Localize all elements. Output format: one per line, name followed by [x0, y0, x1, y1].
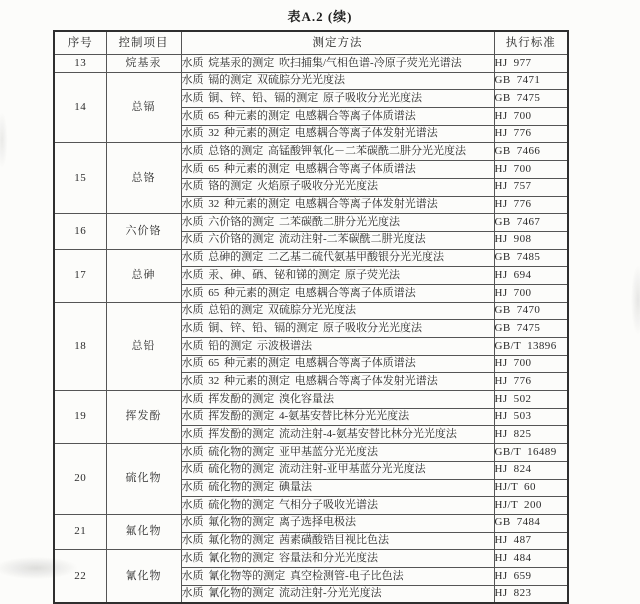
standard-cell: HJ 487 — [494, 532, 568, 550]
table-row — [54, 514, 568, 532]
standard-cell: GB 7470 — [494, 302, 568, 320]
standard-cell: HJ 825 — [494, 426, 568, 444]
measurement-methods-table — [53, 30, 569, 604]
method-cell: 水质 氰化物的测定 流动注射-分光光度法 — [181, 585, 494, 603]
header-standard: 执行标准 — [494, 31, 568, 55]
control-item-cell: 氰化物 — [106, 550, 181, 604]
method-cell: 水质 铜、锌、铅、镉的测定 原子吸收分光光度法 — [181, 320, 494, 338]
control-item-cell: 挥发酚 — [106, 391, 181, 444]
method-cell: 水质 硫化物的测定 气相分子吸收光谱法 — [181, 497, 494, 515]
table-row — [54, 249, 568, 267]
standard-cell: HJ 977 — [494, 55, 568, 73]
method-cell: 水质 镉的测定 双硫腙分光光度法 — [181, 72, 494, 90]
standard-cell: GB 7467 — [494, 214, 568, 232]
control-item-cell: 氟化物 — [106, 514, 181, 549]
method-cell: 水质 六价铬的测定 二苯碳酰二肼分光光度法 — [181, 214, 494, 232]
method-cell: 水质 总铬的测定 高锰酸钾氧化－二苯碳酰二肼分光光度法 — [181, 143, 494, 161]
standard-cell: HJ 694 — [494, 267, 568, 285]
seq-cell: 17 — [54, 249, 106, 302]
seq-cell: 19 — [54, 391, 106, 444]
method-cell: 水质 氰化物等的测定 真空检测管-电子比色法 — [181, 567, 494, 585]
method-cell: 水质 铬的测定 火焰原子吸收分光光度法 — [181, 178, 494, 196]
header-method: 测定方法 — [181, 31, 494, 55]
method-cell: 水质 65 种元素的测定 电感耦合等离子体质谱法 — [181, 161, 494, 179]
control-item-cell: 烷基汞 — [106, 55, 181, 73]
seq-cell: 22 — [54, 550, 106, 604]
standard-cell: HJ 824 — [494, 461, 568, 479]
standard-cell: HJ 823 — [494, 585, 568, 603]
control-item-cell: 总砷 — [106, 249, 181, 302]
standard-cell: GB/T 16489 — [494, 444, 568, 462]
header-row — [54, 31, 568, 55]
table-row — [54, 214, 568, 232]
method-cell: 水质 铅的测定 示波极谱法 — [181, 338, 494, 356]
standard-cell: HJ 503 — [494, 408, 568, 426]
table-row — [54, 143, 568, 161]
standard-cell: HJ 700 — [494, 355, 568, 373]
standard-cell: HJ 776 — [494, 373, 568, 391]
table-row — [54, 444, 568, 462]
standard-cell: HJ 776 — [494, 196, 568, 214]
method-cell: 水质 汞、砷、硒、铋和锑的测定 原子荧光法 — [181, 267, 494, 285]
table-row — [54, 72, 568, 90]
control-item-cell: 硫化物 — [106, 444, 181, 515]
method-cell: 水质 氟化物的测定 茜素磺酸锆目视比色法 — [181, 532, 494, 550]
method-cell: 水质 32 种元素的测定 电感耦合等离子体发射光谱法 — [181, 196, 494, 214]
standard-cell: HJ 700 — [494, 108, 568, 126]
method-cell: 水质 65 种元素的测定 电感耦合等离子体质谱法 — [181, 284, 494, 302]
standard-cell: HJ 502 — [494, 391, 568, 409]
table-row — [54, 302, 568, 320]
table-body — [54, 55, 568, 604]
standard-cell: HJ 776 — [494, 125, 568, 143]
method-cell: 水质 烷基汞的测定 吹扫捕集/气相色谱-冷原子荧光光谱法 — [181, 55, 494, 73]
standard-cell: GB 7475 — [494, 320, 568, 338]
header-seq: 序号 — [54, 31, 106, 55]
method-cell: 水质 硫化物的测定 亚甲基蓝分光光度法 — [181, 444, 494, 462]
standard-cell: HJ 484 — [494, 550, 568, 568]
method-cell: 水质 硫化物的测定 流动注射-亚甲基蓝分光光度法 — [181, 461, 494, 479]
standard-cell: HJ/T 60 — [494, 479, 568, 497]
page-title: 表A.2 (续) — [287, 9, 353, 24]
standard-cell: GB 7466 — [494, 143, 568, 161]
seq-cell: 20 — [54, 444, 106, 515]
seq-cell: 18 — [54, 302, 106, 390]
seq-cell: 16 — [54, 214, 106, 249]
table-row — [54, 550, 568, 568]
standard-cell: GB 7471 — [494, 72, 568, 90]
seq-cell: 15 — [54, 143, 106, 214]
table-row — [54, 391, 568, 409]
method-cell: 水质 总砷的测定 二乙基二硫代氨基甲酸银分光光度法 — [181, 249, 494, 267]
method-cell: 水质 32 种元素的测定 电感耦合等离子体发射光谱法 — [181, 373, 494, 391]
method-cell: 水质 六价铬的测定 流动注射-二苯碳酰二肼光度法 — [181, 231, 494, 249]
method-cell: 水质 铜、锌、铅、镉的测定 原子吸收分光光度法 — [181, 90, 494, 108]
standard-cell: HJ/T 200 — [494, 497, 568, 515]
standard-cell: HJ 659 — [494, 567, 568, 585]
seq-cell: 14 — [54, 72, 106, 143]
method-cell: 水质 总铅的测定 双硫腙分光光度法 — [181, 302, 494, 320]
standard-cell: HJ 908 — [494, 231, 568, 249]
standard-cell: GB/T 13896 — [494, 338, 568, 356]
standard-cell: GB 7475 — [494, 90, 568, 108]
method-cell: 水质 32 种元素的测定 电感耦合等离子体发射光谱法 — [181, 125, 494, 143]
control-item-cell: 六价铬 — [106, 214, 181, 249]
method-cell: 水质 氰化物的测定 容量法和分光光度法 — [181, 550, 494, 568]
method-cell: 水质 氟化物的测定 离子选择电极法 — [181, 514, 494, 532]
method-cell: 水质 65 种元素的测定 电感耦合等离子体质谱法 — [181, 355, 494, 373]
standard-cell: GB 7485 — [494, 249, 568, 267]
method-cell: 水质 挥发酚的测定 4-氨基安替比林分光光度法 — [181, 408, 494, 426]
method-cell: 水质 65 种元素的测定 电感耦合等离子体质谱法 — [181, 108, 494, 126]
control-item-cell: 总铅 — [106, 302, 181, 390]
standard-cell: HJ 700 — [494, 284, 568, 302]
seq-cell: 13 — [54, 55, 106, 73]
standard-cell: GB 7484 — [494, 514, 568, 532]
standard-cell: HJ 757 — [494, 178, 568, 196]
method-cell: 水质 硫化物的测定 碘量法 — [181, 479, 494, 497]
method-cell: 水质 挥发酚的测定 流动注射-4-氨基安替比林分光光度法 — [181, 426, 494, 444]
control-item-cell: 总镉 — [106, 72, 181, 143]
control-item-cell: 总铬 — [106, 143, 181, 214]
table-row — [54, 55, 568, 73]
seq-cell: 21 — [54, 514, 106, 549]
standard-cell: HJ 700 — [494, 161, 568, 179]
method-cell: 水质 挥发酚的测定 溴化容量法 — [181, 391, 494, 409]
header-item: 控制项目 — [106, 31, 181, 55]
